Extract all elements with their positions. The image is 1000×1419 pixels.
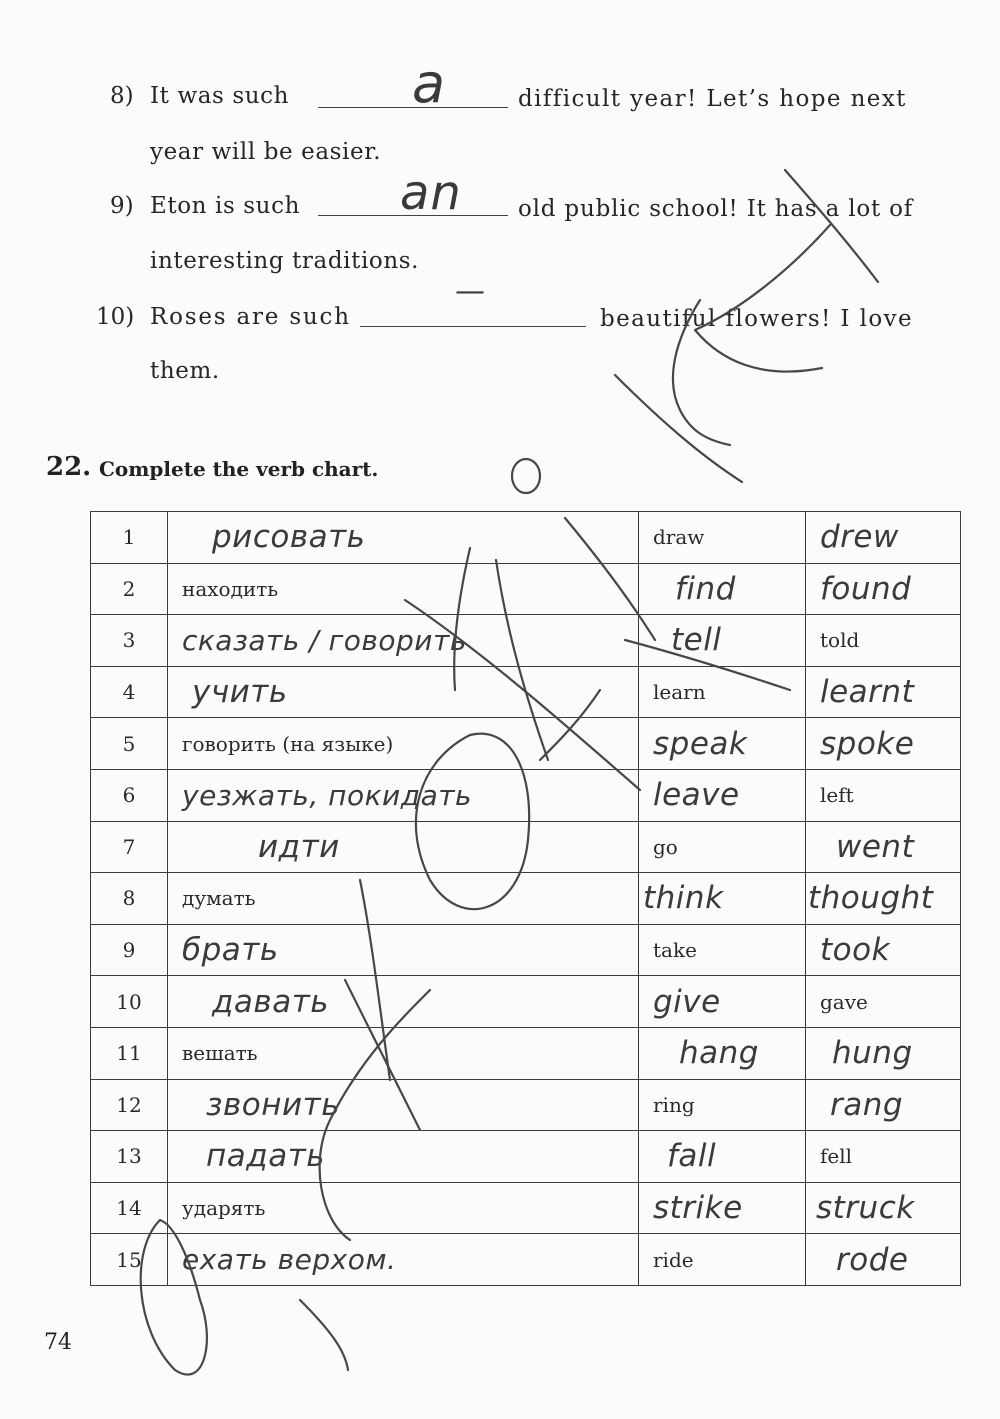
row-number: 7 [91, 821, 168, 873]
item-10-continuation: them. [150, 358, 220, 384]
item-8-number: 8) [110, 83, 134, 109]
verb-chart [90, 511, 961, 1286]
past-cell: went [836, 828, 915, 865]
russian-cell: находить [168, 563, 639, 615]
russian-cell: ударять [168, 1182, 639, 1234]
past-cell: took [820, 932, 891, 969]
past-cell: hung [832, 1035, 913, 1072]
item-9-answer: an [400, 165, 462, 221]
table-row [91, 1182, 961, 1234]
table-row [91, 873, 961, 925]
table-row [91, 615, 961, 667]
russian-cell: уезжать, покидать [182, 778, 473, 812]
item-8-answer: a [412, 52, 447, 115]
row-number: 15 [91, 1234, 168, 1286]
past-cell: learnt [820, 674, 915, 711]
item-8-continuation: year will be easier. [150, 139, 382, 165]
item-10-after: beautiful flowers! I love [600, 306, 914, 332]
graffiti-right-stroke-2 [300, 1300, 348, 1370]
row-number: 8 [91, 873, 168, 925]
past-cell: struck [816, 1190, 915, 1227]
table-row [91, 924, 961, 976]
item-9-after: old public school! It has a lot of [518, 196, 914, 222]
row-number: 5 [91, 718, 168, 770]
past-cell: fell [806, 1131, 961, 1183]
table-row [91, 1131, 961, 1183]
row-number: 13 [91, 1131, 168, 1183]
table-row [91, 666, 961, 718]
russian-cell: брать [182, 932, 279, 969]
item-8-before: It was such [150, 83, 290, 109]
russian-cell: говорить (на языке) [168, 718, 639, 770]
past-cell: told [806, 615, 961, 667]
table-row [91, 718, 961, 770]
russian-cell: давать [212, 983, 330, 1020]
past-cell: rode [836, 1241, 909, 1278]
row-number: 6 [91, 769, 168, 821]
item-8-after: difficult year! Let’s hope next [518, 86, 907, 112]
past-cell: spoke [820, 725, 915, 762]
infinitive-cell: strike [653, 1190, 743, 1227]
row-number: 1 [91, 512, 168, 564]
russian-cell: учить [192, 674, 288, 711]
infinitive-cell: go [639, 821, 806, 873]
graffiti-small-o [512, 459, 540, 493]
russian-cell: рисовать [212, 519, 366, 556]
past-cell: drew [820, 519, 899, 556]
table-row [91, 1234, 961, 1286]
infinitive-cell: learn [639, 666, 806, 718]
item-9-before: Eton is such [150, 193, 300, 219]
past-cell: left [806, 769, 961, 821]
past-cell: gave [806, 976, 961, 1028]
infinitive-cell: draw [639, 512, 806, 564]
russian-cell: думать [168, 873, 639, 925]
infinitive-cell: speak [653, 725, 748, 762]
row-number: 12 [91, 1079, 168, 1131]
infinitive-cell: give [653, 983, 721, 1020]
infinitive-cell: take [639, 924, 806, 976]
graffiti-stroke-k-upper [785, 170, 878, 282]
page-number: 74 [44, 1330, 72, 1355]
table-row [91, 512, 961, 564]
exercise-number: 22. [46, 452, 92, 482]
row-number: 10 [91, 976, 168, 1028]
infinitive-cell: find [675, 570, 736, 607]
table-row [91, 976, 961, 1028]
infinitive-cell: leave [653, 777, 740, 814]
russian-cell: звонить [206, 1086, 340, 1123]
row-number: 11 [91, 1027, 168, 1079]
past-cell: rang [830, 1086, 904, 1123]
item-10-before: Roses are such [150, 304, 351, 330]
russian-cell: ехать верхом. [182, 1243, 397, 1277]
graffiti-stroke-k-upper-2 [615, 375, 742, 482]
row-number: 9 [91, 924, 168, 976]
graffiti-stroke-k-upper-3 [695, 225, 830, 372]
table-row [91, 563, 961, 615]
russian-cell: падать [206, 1138, 326, 1175]
infinitive-cell: ride [639, 1234, 806, 1286]
row-number: 3 [91, 615, 168, 667]
exercise-title: Complete the verb chart. [99, 457, 379, 481]
table-row [91, 1027, 961, 1079]
table-row [91, 769, 961, 821]
russian-cell: вешать [168, 1027, 639, 1079]
row-number: 2 [91, 563, 168, 615]
item-10-answer: — [455, 274, 486, 309]
infinitive-cell: tell [671, 622, 722, 659]
row-number: 4 [91, 666, 168, 718]
item-10-blank [360, 326, 586, 327]
infinitive-cell: fall [667, 1138, 717, 1175]
table-row [91, 1079, 961, 1131]
infinitive-cell: hang [679, 1035, 759, 1072]
russian-cell: сказать / говорить [182, 623, 467, 657]
past-cell: found [820, 570, 912, 607]
item-9-continuation: interesting traditions. [150, 248, 420, 274]
infinitive-cell: think [643, 880, 724, 917]
past-cell: thought [808, 880, 934, 917]
table-row [91, 821, 961, 873]
infinitive-cell: ring [639, 1079, 806, 1131]
item-10-number: 10) [96, 304, 135, 330]
item-9-number: 9) [110, 193, 134, 219]
row-number: 14 [91, 1182, 168, 1234]
russian-cell: идти [258, 828, 340, 865]
